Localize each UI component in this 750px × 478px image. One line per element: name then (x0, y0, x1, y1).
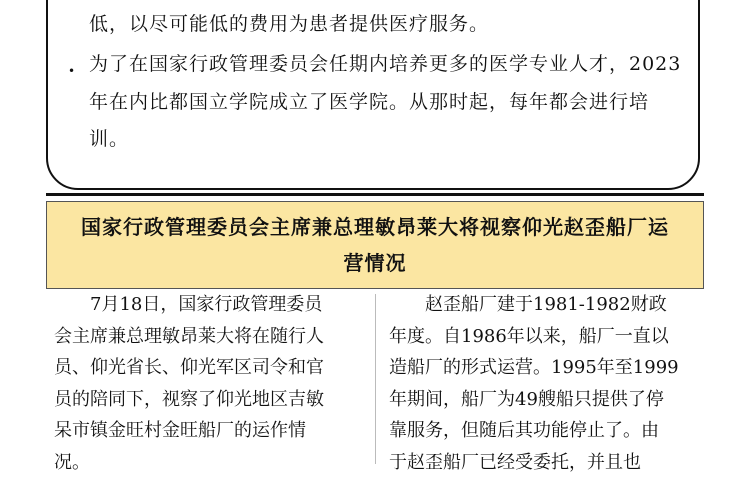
column-divider (375, 294, 376, 464)
right-column-line: 于赵歪船厂已经受委托，并且也 (389, 447, 679, 478)
box-line-1: 低，以尽可能低的费用为患者提供医疗服务。 (89, 6, 489, 43)
box-line-3: 年在内比都国立学院成立了医学院。从那时起，每年都会进行培 (89, 84, 649, 121)
left-column-line: 况。 (54, 447, 324, 478)
left-column-line: 员的陪同下，视察了仰光地区吉敏 (54, 384, 324, 416)
right-column-line: 年度。自1986年以来，船厂一直以 (389, 321, 679, 353)
section-divider (46, 193, 704, 196)
left-column-line: 员、仰光省长、仰光军区司令和官 (54, 352, 324, 384)
right-column (389, 289, 679, 478)
headline-box (46, 201, 704, 289)
box-line-2: 为了在国家行政管理委员会任期内培养更多的医学专业人才，2023 (89, 46, 681, 83)
left-column (54, 289, 324, 478)
headline-line-2: 营情况 (47, 247, 703, 276)
box-line-4: 训。 (89, 121, 129, 158)
headline-line-1: 国家行政管理委员会主席兼总理敏昂莱大将视察仰光赵歪船厂运 (47, 211, 703, 240)
right-column-line: 靠服务，但随后其功能停止了。由 (389, 415, 679, 447)
bullet-icon: • (68, 64, 75, 78)
right-column-line: 造船厂的形式运营。1995年至1999 (389, 352, 679, 384)
left-column-line: 7月18日，国家行政管理委员 (54, 289, 324, 321)
right-column-line: 年期间，船厂为49艘船只提供了停 (389, 384, 679, 416)
left-column-line: 呆市镇金旺村金旺船厂的运作情 (54, 415, 324, 447)
right-column-line: 赵歪船厂建于1981-1982财政 (389, 289, 679, 321)
left-column-line: 会主席兼总理敏昂莱大将在随行人 (54, 321, 324, 353)
